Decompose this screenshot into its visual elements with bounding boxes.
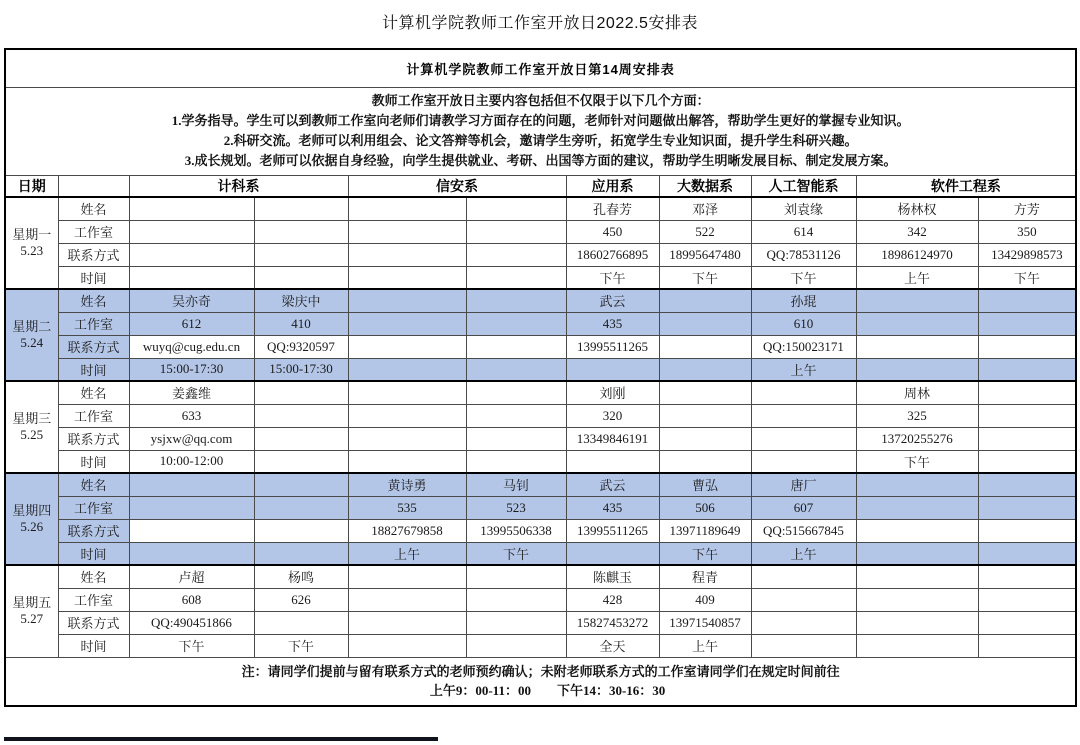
table-cell: 18827679858 <box>348 519 466 542</box>
intro-line: 教师工作室开放日主要内容包括但不仅限于以下几个方面： <box>371 92 710 108</box>
table-row <box>5 243 1076 266</box>
table-row <box>5 220 1076 243</box>
day-cell: 星期三 5.25 <box>5 381 58 473</box>
table-cell: wuyq@cug.edu.cn <box>129 335 254 358</box>
table-cell: 周林 <box>856 381 978 404</box>
table-cell: 唐厂 <box>751 473 856 496</box>
table-row <box>5 358 1076 381</box>
table-cell <box>348 427 466 450</box>
table-cell <box>978 542 1076 565</box>
row-label: 时间 <box>58 450 129 473</box>
table-cell <box>856 588 978 611</box>
bottom-strip <box>4 737 438 741</box>
table-cell <box>129 220 254 243</box>
table-cell <box>129 473 254 496</box>
table-cell: 黄诗勇 <box>348 473 466 496</box>
table-cell: 武云 <box>566 473 659 496</box>
table-cell: 方芳 <box>978 197 1076 220</box>
table-cell <box>348 312 466 335</box>
row-label: 时间 <box>58 266 129 289</box>
table-cell <box>978 519 1076 542</box>
table-cell <box>659 358 751 381</box>
intro-line: 1.学务指导。学生可以到教师工作室向老师们请教学习方面存在的问题，老师针对问题做出解答，帮助学生更好的掌握专业知识。 <box>171 112 910 128</box>
column-header-row <box>5 175 1076 197</box>
note-line-2: 上午9：00-11：00 下午14：30-16：30 <box>429 683 666 699</box>
table-cell: 下午 <box>751 266 856 289</box>
table-cell <box>466 404 566 427</box>
table-cell <box>659 450 751 473</box>
row-label: 姓名 <box>58 381 129 404</box>
table-cell <box>466 611 566 634</box>
table-cell: QQ:150023171 <box>751 335 856 358</box>
table-cell: 15:00-17:30 <box>254 358 348 381</box>
note-row <box>5 657 1076 706</box>
table-cell <box>466 450 566 473</box>
table-cell: 15827453272 <box>566 611 659 634</box>
row-label: 工作室 <box>58 312 129 335</box>
table-cell: QQ:515667845 <box>751 519 856 542</box>
table-cell <box>466 634 566 657</box>
table-cell <box>978 565 1076 588</box>
row-label: 姓名 <box>58 289 129 312</box>
day-cell: 星期四 5.26 <box>5 473 58 565</box>
table-row <box>5 496 1076 519</box>
table-cell: 633 <box>129 404 254 427</box>
table-cell: 10:00-12:00 <box>129 450 254 473</box>
table-cell <box>566 358 659 381</box>
table-cell: 下午 <box>659 266 751 289</box>
table-cell: 杨林权 <box>856 197 978 220</box>
table-cell <box>856 634 978 657</box>
table-cell: 程青 <box>659 565 751 588</box>
table-cell <box>978 358 1076 381</box>
col-header-dept-5: 软件工程系 <box>856 175 1076 197</box>
table-row <box>5 312 1076 335</box>
table-cell <box>978 634 1076 657</box>
table-cell: 15:00-17:30 <box>129 358 254 381</box>
table-cell <box>348 197 466 220</box>
table-cell <box>129 496 254 519</box>
table-cell <box>254 381 348 404</box>
row-label: 联系方式 <box>58 243 129 266</box>
table-row <box>5 266 1076 289</box>
table-cell <box>978 588 1076 611</box>
table-cell: QQ:9320597 <box>254 335 348 358</box>
table-cell: 13349846191 <box>566 427 659 450</box>
table-cell: 马钊 <box>466 473 566 496</box>
table-cell: 13720255276 <box>856 427 978 450</box>
table-cell: 孙琨 <box>751 289 856 312</box>
table-cell <box>659 312 751 335</box>
table-cell: 13429898573 <box>978 243 1076 266</box>
table-cell <box>856 496 978 519</box>
table-cell: 342 <box>856 220 978 243</box>
table-cell: 523 <box>466 496 566 519</box>
table-cell <box>254 611 348 634</box>
table-cell <box>466 243 566 266</box>
table-cell: 506 <box>659 496 751 519</box>
table-cell: 13971189649 <box>659 519 751 542</box>
table-cell <box>254 243 348 266</box>
table-cell <box>254 542 348 565</box>
day-cell: 星期二 5.24 <box>5 289 58 381</box>
table-cell <box>751 634 856 657</box>
table-cell <box>751 381 856 404</box>
table-cell <box>348 565 466 588</box>
table-cell <box>254 473 348 496</box>
table-cell: 卢超 <box>129 565 254 588</box>
table-cell: ysjxw@qq.com <box>129 427 254 450</box>
table-row <box>5 565 1076 588</box>
table-row <box>5 289 1076 312</box>
table-cell: 409 <box>659 588 751 611</box>
table-cell <box>466 427 566 450</box>
table-row <box>5 197 1076 220</box>
table-cell <box>978 335 1076 358</box>
table-cell <box>466 358 566 381</box>
table-row <box>5 404 1076 427</box>
table-cell: 325 <box>856 404 978 427</box>
table-cell <box>978 473 1076 496</box>
table-cell <box>659 404 751 427</box>
table-cell <box>348 220 466 243</box>
table-cell: 410 <box>254 312 348 335</box>
table-cell: 杨鸣 <box>254 565 348 588</box>
table-cell: 武云 <box>566 289 659 312</box>
intro-line: 3.成长规划。老师可以依据自身经验，向学生提供就业、考研、出国等方面的建议，帮助学生明晰发展目标、制定发展方案。 <box>184 153 897 169</box>
table-cell: 下午 <box>566 266 659 289</box>
table-cell: 吴亦奇 <box>129 289 254 312</box>
table-cell <box>466 565 566 588</box>
table-cell <box>348 634 466 657</box>
row-label: 时间 <box>58 634 129 657</box>
table-row <box>5 519 1076 542</box>
table-cell: QQ:490451866 <box>129 611 254 634</box>
table-row <box>5 381 1076 404</box>
table-cell: 350 <box>978 220 1076 243</box>
table-cell <box>566 450 659 473</box>
table-cell: 上午 <box>659 634 751 657</box>
table-cell <box>978 450 1076 473</box>
row-label: 时间 <box>58 542 129 565</box>
table-cell: 608 <box>129 588 254 611</box>
table-cell <box>348 358 466 381</box>
table-cell <box>254 220 348 243</box>
table-cell: 下午 <box>856 450 978 473</box>
table-cell <box>659 289 751 312</box>
table-cell <box>254 519 348 542</box>
row-label: 联系方式 <box>58 335 129 358</box>
table-cell <box>466 197 566 220</box>
table-cell: 下午 <box>466 542 566 565</box>
table-cell <box>348 335 466 358</box>
table-cell: 614 <box>751 220 856 243</box>
table-cell <box>466 312 566 335</box>
row-label: 工作室 <box>58 220 129 243</box>
table-cell <box>254 404 348 427</box>
table-cell: 梁庆中 <box>254 289 348 312</box>
table-row <box>5 634 1076 657</box>
table-cell <box>254 496 348 519</box>
table-row <box>5 335 1076 358</box>
table-cell <box>856 565 978 588</box>
table-row <box>5 427 1076 450</box>
table-cell: 612 <box>129 312 254 335</box>
table-cell: 13995511265 <box>566 519 659 542</box>
table-cell: 18986124970 <box>856 243 978 266</box>
day-cell: 星期五 5.27 <box>5 565 58 657</box>
col-header-dept-3: 大数据系 <box>659 175 751 197</box>
col-header-dept-1: 信安系 <box>348 175 566 197</box>
table-cell: 535 <box>348 496 466 519</box>
col-header-blank <box>58 175 129 197</box>
table-cell <box>254 450 348 473</box>
table-cell: 下午 <box>978 266 1076 289</box>
row-label: 工作室 <box>58 588 129 611</box>
table-row <box>5 611 1076 634</box>
table-cell <box>129 266 254 289</box>
table-cell <box>856 542 978 565</box>
table-row <box>5 473 1076 496</box>
table-cell <box>659 427 751 450</box>
table-cell: 下午 <box>659 542 751 565</box>
table-cell <box>348 404 466 427</box>
table-cell: 姜鑫维 <box>129 381 254 404</box>
table-cell: 13971540857 <box>659 611 751 634</box>
table-row <box>5 588 1076 611</box>
table-cell <box>978 611 1076 634</box>
table-cell <box>129 243 254 266</box>
table-cell <box>348 381 466 404</box>
table-cell <box>856 358 978 381</box>
table-cell: 上午 <box>348 542 466 565</box>
page-title: 计算机学院教师工作室开放日2022.5安排表 <box>382 15 698 32</box>
col-header-dept-2: 应用系 <box>566 175 659 197</box>
table-cell: 邓泽 <box>659 197 751 220</box>
table-cell <box>348 588 466 611</box>
table-cell: 上午 <box>856 266 978 289</box>
table-cell <box>254 427 348 450</box>
table-cell <box>348 266 466 289</box>
col-header-dept-0: 计科系 <box>129 175 348 197</box>
row-label: 联系方式 <box>58 519 129 542</box>
table-cell <box>348 450 466 473</box>
table-cell: 18602766895 <box>566 243 659 266</box>
row-label: 时间 <box>58 358 129 381</box>
table-cell <box>978 381 1076 404</box>
table-cell <box>566 542 659 565</box>
table-cell <box>129 542 254 565</box>
table-row <box>5 542 1076 565</box>
table-cell: 320 <box>566 404 659 427</box>
table-cell <box>254 197 348 220</box>
table-cell <box>254 266 348 289</box>
table-cell <box>466 588 566 611</box>
table-cell: 全天 <box>566 634 659 657</box>
table-cell <box>856 519 978 542</box>
table-cell <box>751 450 856 473</box>
footer-note <box>5 657 1076 706</box>
table-cell <box>466 381 566 404</box>
table-row <box>5 450 1076 473</box>
table-cell: 下午 <box>254 634 348 657</box>
table-cell <box>659 381 751 404</box>
table-cell: QQ:78531126 <box>751 243 856 266</box>
table-cell: 13995506338 <box>466 519 566 542</box>
table-cell: 450 <box>566 220 659 243</box>
table-cell: 曹弘 <box>659 473 751 496</box>
table-cell <box>978 427 1076 450</box>
row-label: 联系方式 <box>58 427 129 450</box>
table-cell: 610 <box>751 312 856 335</box>
table-cell <box>978 312 1076 335</box>
table-cell <box>348 243 466 266</box>
table-title-row <box>5 49 1076 87</box>
table-cell: 孔春芳 <box>566 197 659 220</box>
schedule-table <box>4 48 1077 707</box>
table-cell: 435 <box>566 496 659 519</box>
table-cell: 13995511265 <box>566 335 659 358</box>
table-cell <box>466 266 566 289</box>
table-cell <box>751 611 856 634</box>
table-cell: 428 <box>566 588 659 611</box>
table-intro <box>5 87 1076 175</box>
table-cell <box>856 611 978 634</box>
col-header-dept-4: 人工智能系 <box>751 175 856 197</box>
table-cell <box>129 197 254 220</box>
row-label: 工作室 <box>58 496 129 519</box>
table-cell: 刘刚 <box>566 381 659 404</box>
table-cell <box>978 289 1076 312</box>
table-intro-row <box>5 87 1076 175</box>
table-cell <box>659 335 751 358</box>
table-cell <box>129 519 254 542</box>
table-cell: 522 <box>659 220 751 243</box>
note-line-1: 注：请同学们提前与留有联系方式的老师预约确认；未附老师联系方式的工作室请同学们在规定时间前往 <box>241 663 840 679</box>
table-cell <box>466 335 566 358</box>
table-cell <box>856 473 978 496</box>
table-cell <box>751 565 856 588</box>
day-cell: 星期一 5.23 <box>5 197 58 289</box>
table-cell <box>978 404 1076 427</box>
table-cell: 435 <box>566 312 659 335</box>
table-cell: 607 <box>751 496 856 519</box>
table-cell <box>856 312 978 335</box>
table-cell <box>751 427 856 450</box>
table-cell <box>751 404 856 427</box>
table-cell <box>466 289 566 312</box>
row-label: 联系方式 <box>58 611 129 634</box>
table-title: 计算机学院教师工作室开放日第14周安排表 <box>5 49 1076 87</box>
intro-line: 2.科研交流。老师可以利用组会、论文答辩等机会，邀请学生旁听，拓宽学生专业知识面，提升学生科研兴趣。 <box>223 133 858 148</box>
table-cell: 上午 <box>751 358 856 381</box>
col-header-date: 日期 <box>5 175 58 197</box>
table-cell <box>978 496 1076 519</box>
table-cell: 上午 <box>751 542 856 565</box>
table-cell: 陈麒玉 <box>566 565 659 588</box>
row-label: 姓名 <box>58 565 129 588</box>
table-cell <box>348 611 466 634</box>
table-cell <box>856 289 978 312</box>
table-cell <box>856 335 978 358</box>
table-cell <box>751 588 856 611</box>
table-cell <box>466 220 566 243</box>
row-label: 姓名 <box>58 197 129 220</box>
table-cell <box>348 289 466 312</box>
table-cell: 刘袁缘 <box>751 197 856 220</box>
table-cell: 下午 <box>129 634 254 657</box>
table-cell: 18995647480 <box>659 243 751 266</box>
table-cell: 626 <box>254 588 348 611</box>
row-label: 姓名 <box>58 473 129 496</box>
row-label: 工作室 <box>58 404 129 427</box>
